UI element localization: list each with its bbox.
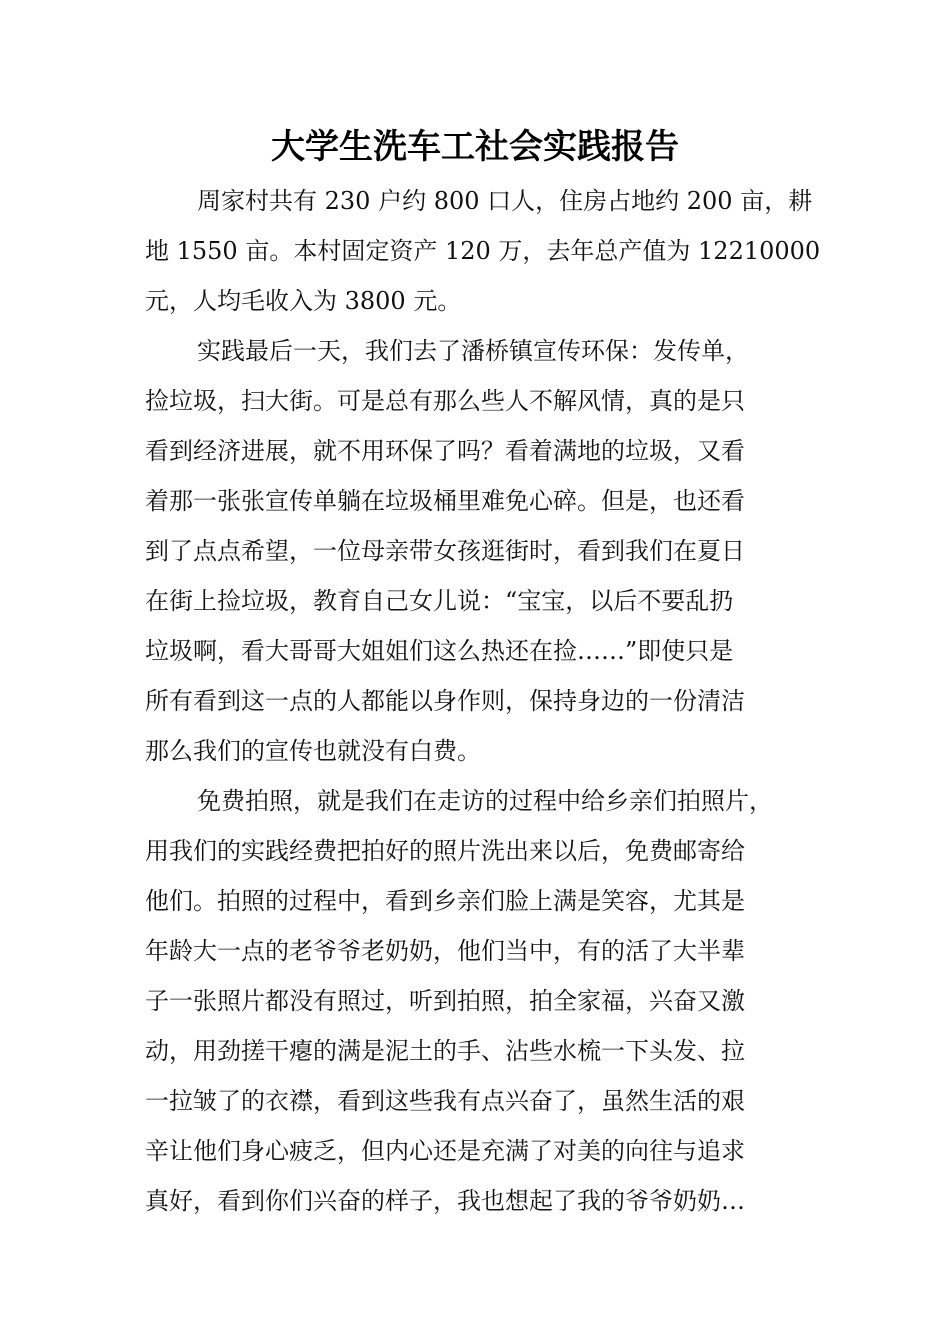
body-line: 所有看到这一点的人都能以身作则，保持身边的一份清洁 (145, 687, 745, 715)
document-title: 大学生洗车工社会实践报告 (271, 127, 679, 167)
body-line: 捡垃圾，扫大街。可是总有那么些人不解风情，真的是只 (145, 387, 745, 415)
body-line: 辛让他们身心疲乏，但内心还是充满了对美的向往与追求 (145, 1137, 745, 1165)
body-line: 年龄大一点的老爷爷老奶奶，他们当中，有的活了大半辈 (145, 937, 745, 965)
body-line: 元，人均毛收入为 3800 元。 (145, 287, 462, 315)
body-line: 看到经济进展，就不用环保了吗？看着满地的垃圾，又看 (145, 437, 745, 465)
body-line: 到了点点希望，一位母亲带女孩逛街时，看到我们在夏日 (145, 537, 745, 565)
body-line: 子一张照片都没有照过，听到拍照，拍全家福，兴奋又激 (145, 987, 745, 1015)
body-line: 着那一张张宣传单躺在垃圾桶里难免心碎。但是，也还看 (145, 487, 745, 515)
body-line: 用我们的实践经费把拍好的照片洗出来以后，免费邮寄给 (145, 837, 745, 865)
body-line: 真好，看到你们兴奋的样子，我也想起了我的爷爷奶奶… (145, 1187, 745, 1215)
body-line: 在街上捡垃圾，教育自己女儿说：“宝宝，以后不要乱扔 (145, 587, 734, 615)
body-line: 周家村共有 230 户约 800 口人，住房占地约 200 亩，耕 (197, 187, 813, 215)
body-line: 地 1550 亩。本村固定资产 120 万，去年总产值为 12210000 (145, 237, 821, 265)
body-line: 实践最后一天，我们去了潘桥镇宣传环保：发传单， (197, 337, 749, 365)
body-line: 动，用劲搓干瘪的满是泥土的手、沾些水梳一下头发、拉 (145, 1037, 745, 1065)
body-line: 免费拍照，就是我们在走访的过程中给乡亲们拍照片， (197, 787, 773, 815)
body-line: 一拉皱了的衣襟，看到这些我有点兴奋了，虽然生活的艰 (145, 1087, 745, 1115)
body-line: 那么我们的宣传也就没有白费。 (145, 737, 481, 765)
body-line: 垃圾啊，看大哥哥大姐姐们这么热还在捡……”即使只是 (145, 637, 734, 665)
body-line: 他们。拍照的过程中，看到乡亲们脸上满是笑容，尤其是 (145, 887, 745, 915)
